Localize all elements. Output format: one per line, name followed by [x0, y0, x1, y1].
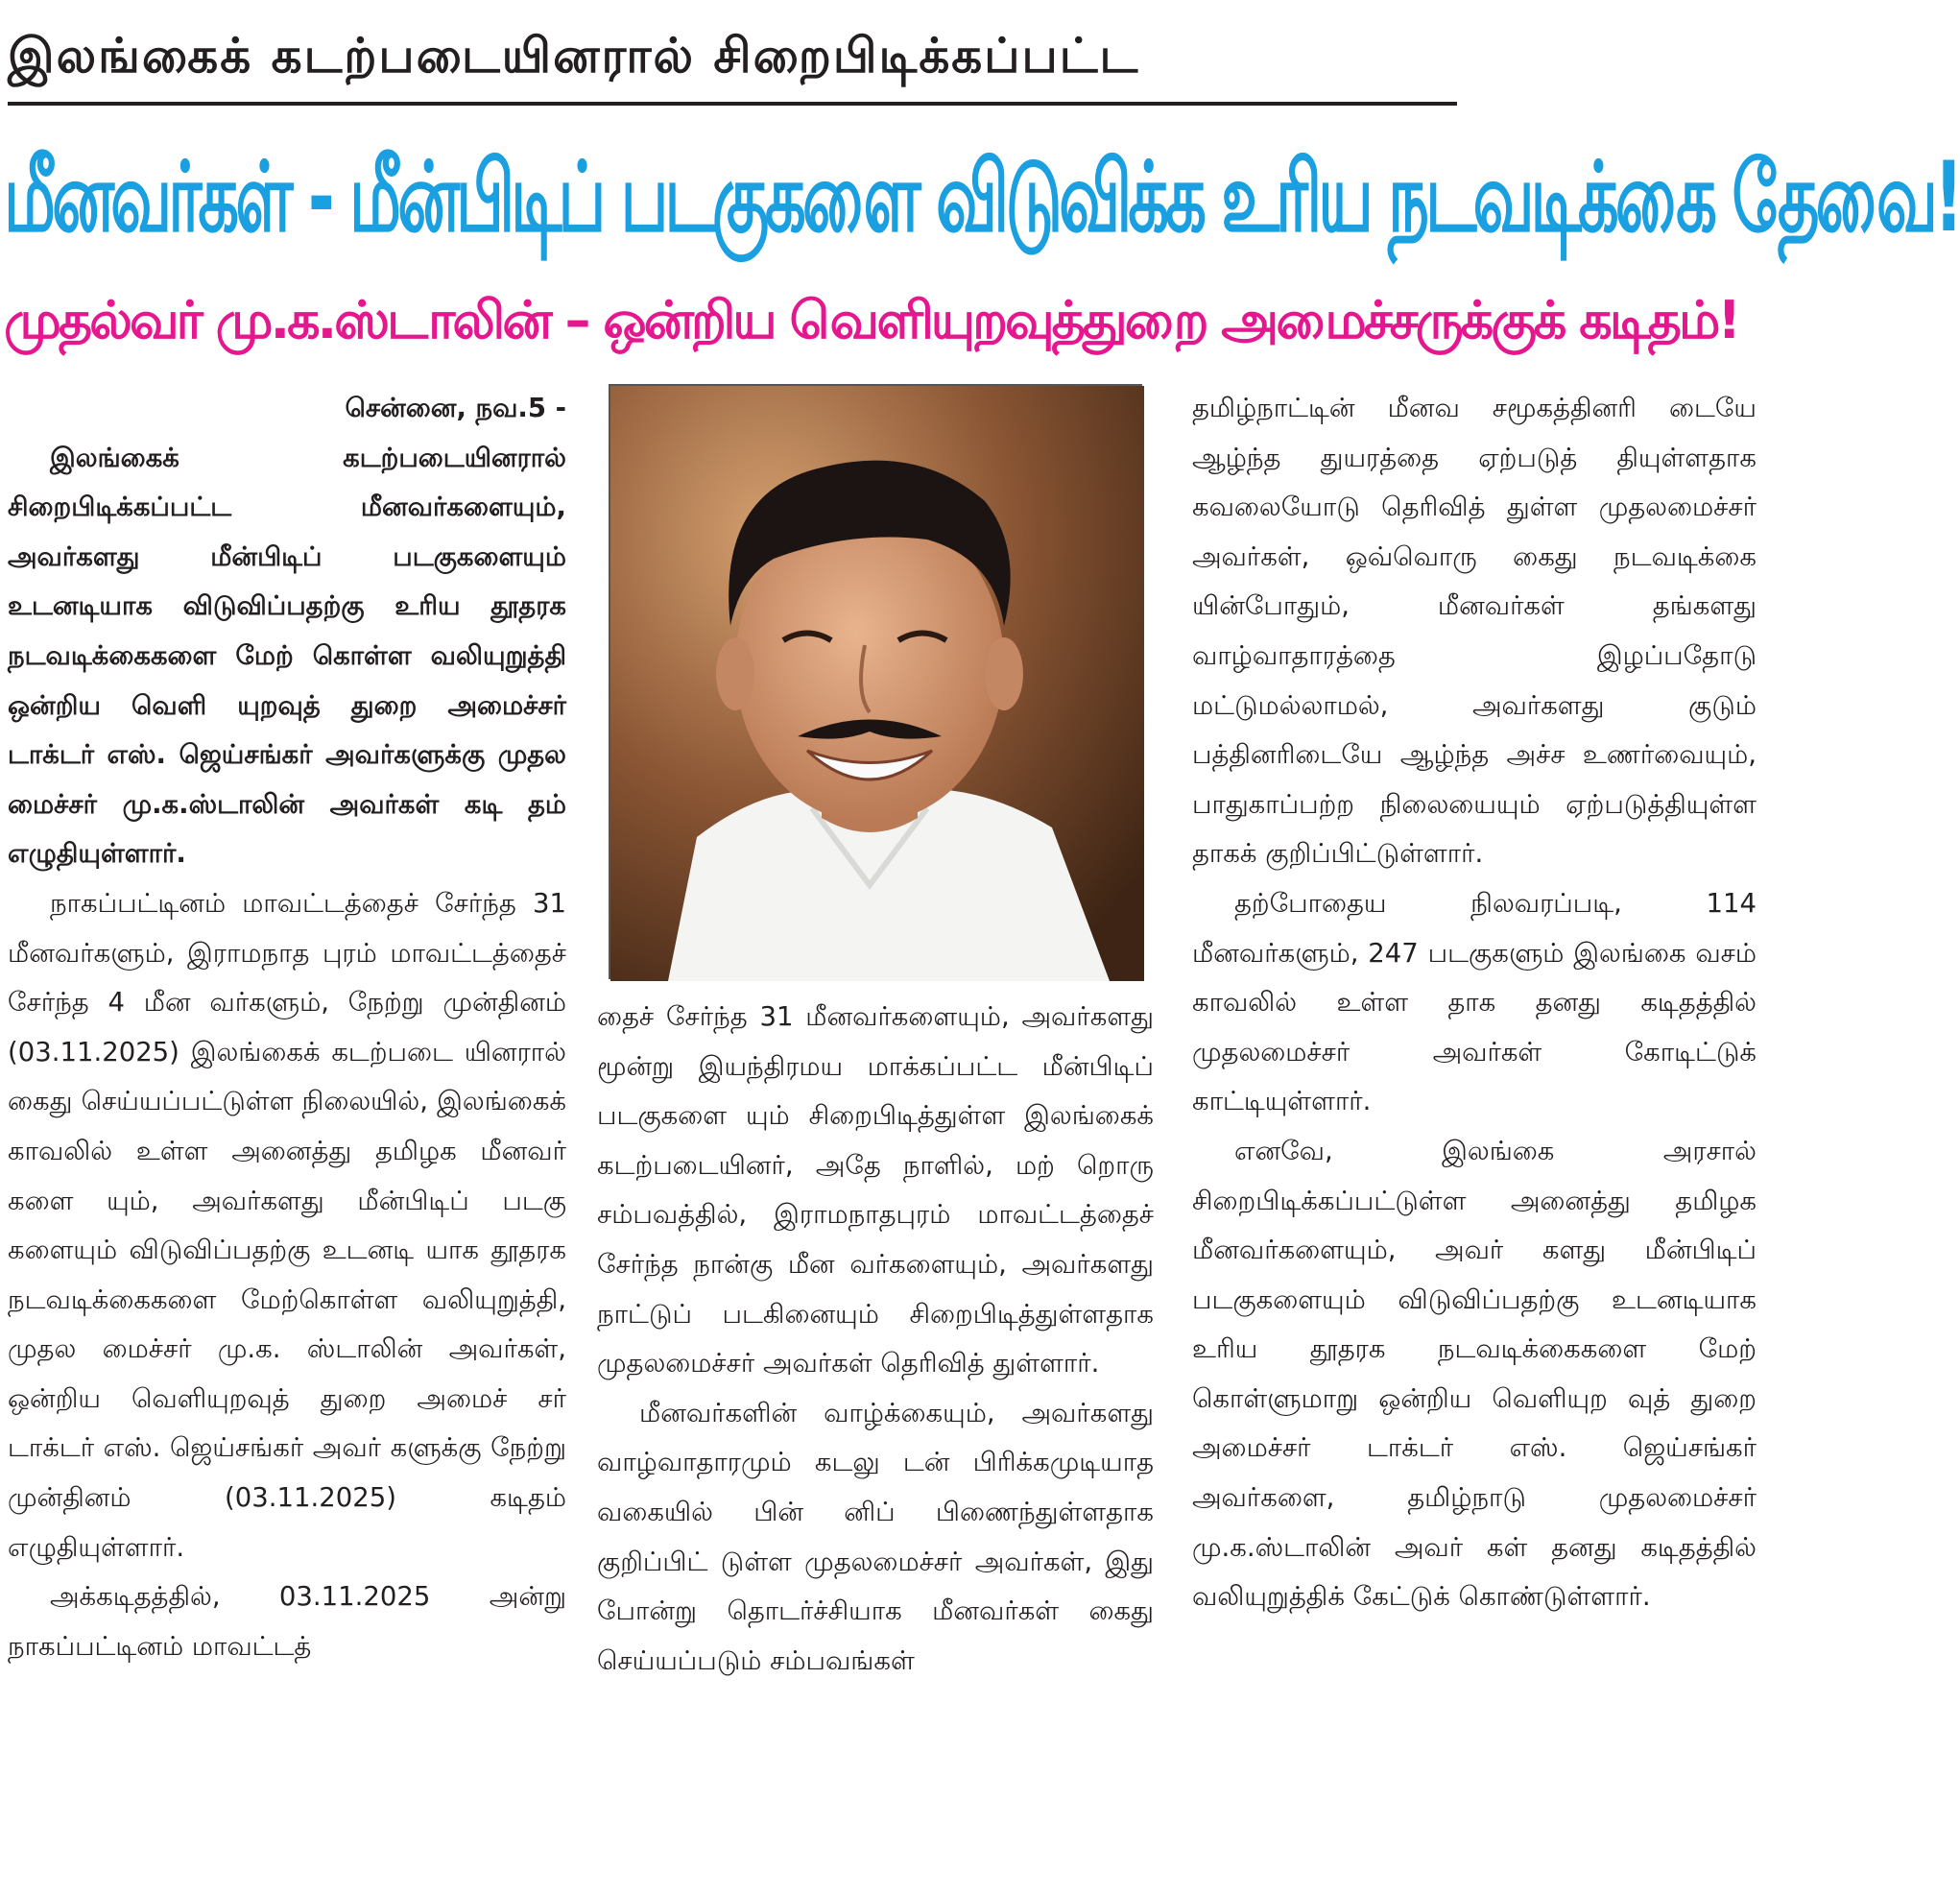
body-paragraph: எனவே, இலங்கை அரசால் சிறைபிடிக்கப்பட்டுள்ள அனைத்து தமிழக மீனவர்களையும், அவர் களது மீன்பிடிப் படகுகளையும் விடுவிப்பதற்கு உடனடியாக உரிய தூதரக நடவடிக்கைகளை மேற் கொள்ளுமாறு ஒன்றிய வெளியுற வுத் துறை அமைச்சர் டாக்டர் எஸ். ஜெய்சங்கர் அவர்களை, தமிழ்நாடு முதலமைச்சர் மு.க.ஸ்டாலின் அவர் கள் தனது கடிதத்தில் வலியுறுத்திக் கேட்டுக் கொண்டுள்ளார். [1192, 1135, 1757, 1613]
article-column-1 [8, 384, 566, 1895]
main-headline: மீனவர்கள் - மீன்பிடிப் படகுகளை விடுவிக்க உரிய நடவடிக்கை தேவை! [4, 141, 1960, 253]
dateline: சென்னை, நவ.5 - [345, 393, 566, 423]
body-paragraph: தைச் சேர்ந்த 31 மீனவர்களையும், அவர்களது மூன்று இயந்திரமய மாக்கப்பட்ட மீன்பிடிப் படகுகளை யும் சிறைபிடித்துள்ள இலங்கைக் கடற்படையினர், அதே நாளில், மற் றொரு சம்பவத்தில், இராமநாதபுரம் மாவட்டத்தைச் சேர்ந்த நான்கு மீன வர்களையும், அவர்களது நாட்டுப் படகினையும் சிறைபிடித்துள்ளதாக முதலமைச்சர் அவர்கள் தெரிவித் துள்ளார். [597, 1001, 1154, 1379]
body-paragraph: தமிழ்நாட்டின் மீனவ சமூகத்தினரி டையே ஆழ்ந்த துயரத்தை ஏற்படுத் தியுள்ளதாக கவலையோடு தெரிவித் துள்ள முதலமைச்சர் அவர்கள், ஒவ்வொரு கைது நடவடிக்கை யின்போதும், மீனவர்கள் தங்களது வாழ்வாதாரத்தை இழப்பதோடு மட்டுமல்லாமல், அவர்களது குடும் பத்தினரிடையே ஆழ்ந்த அச்ச உணர்வையும், பாதுகாப்பற்ற நிலையையும் ஏற்படுத்தியுள்ள தாகக் குறிப்பிட்டுள்ளார். [1192, 393, 1757, 870]
body-paragraph: மீனவர்களின் வாழ்க்கையும், அவர்களது வாழ்வாதாரமும் கடலு டன் பிரிக்கமுடியாத வகையில் பின் னிப் பிணைந்துள்ளதாக குறிப்பிட் டுள்ள முதலமைச்சர் அவர்கள், இது போன்று தொடர்ச்சியாக மீனவர்கள் கைது செய்யப்படும் சம்பவங்கள் [597, 1397, 1154, 1676]
sub-headline: முதல்வர் மு.க.ஸ்டாலின் – ஒன்றிய வெளியுறவுத்துறை அமைச்சருக்குக் கடிதம்! [4, 290, 1739, 350]
portrait-illustration [610, 386, 1144, 981]
body-paragraph: தற்போதைய நிலவரப்படி, 114 மீனவர்களும், 247 படகுகளும் இலங்கை வசம் காவலில் உள்ள தாக தனது கடிதத்தில் முதலமைச்சர் அவர்கள் கோடிட்டுக் காட்டியுள்ளார். [1192, 887, 1757, 1117]
body-paragraph: நாகப்பட்டினம் மாவட்டத்தைச் சேர்ந்த 31 மீனவர்களும், இராமநாத புரம் மாவட்டத்தைச் சேர்ந்த 4 மீன வர்களும், நேற்று முன்தினம் (03.11.2025) இலங்கைக் கடற்படை யினரால் கைது செய்யப்பட்டுள்ள நிலையில், இலங்கைக் காவலில் உள்ள அனைத்து தமிழக மீனவர் களை யும், அவர்களது மீன்பிடிப் படகு களையும் விடுவிப்பதற்கு உடனடி யாக தூதரக நடவடிக்கைகளை மேற்கொள்ள வலியுறுத்தி, முதல மைச்சர் மு.க. ஸ்டாலின் அவர்கள், ஒன்றிய வெளியுறவுத் துறை அமைச் சர் டாக்டர் எஸ். ஜெய்சங்கர் அவர் களுக்கு நேற்று முன்தினம் (03.11.2025) கடிதம் எழுதியுள்ளார். [8, 887, 566, 1563]
lead-paragraph: இலங்கைக் கடற்படையினரால் சிறைபிடிக்கப்பட்ட மீனவர்களையும், அவர்களது மீன்பிடிப் படகுகளையும் உடனடியாக விடுவிப்பதற்கு உரிய தூதரக நடவடிக்கைகளை மேற் கொள்ள வலியுறுத்தி ஒன்றிய வெளி யுறவுத் துறை அமைச்சர் டாக்டர் எஸ். ஜெய்சங்கர் அவர்களுக்கு முதல மைச்சர் மு.க.ஸ்டாலின் அவர்கள் கடி தம் எழுதியுள்ளார். [8, 442, 566, 870]
body-paragraph: அக்கடிதத்தில், 03.11.2025 அன்று நாகப்பட்டினம் மாவட்டத் [8, 1581, 566, 1662]
kicker-headline: இலங்கைக் கடற்படையினரால் சிறைபிடிக்கப்பட்ட [8, 10, 1457, 106]
article-column-3 [1192, 384, 1757, 1895]
portrait-photo [609, 384, 1142, 979]
